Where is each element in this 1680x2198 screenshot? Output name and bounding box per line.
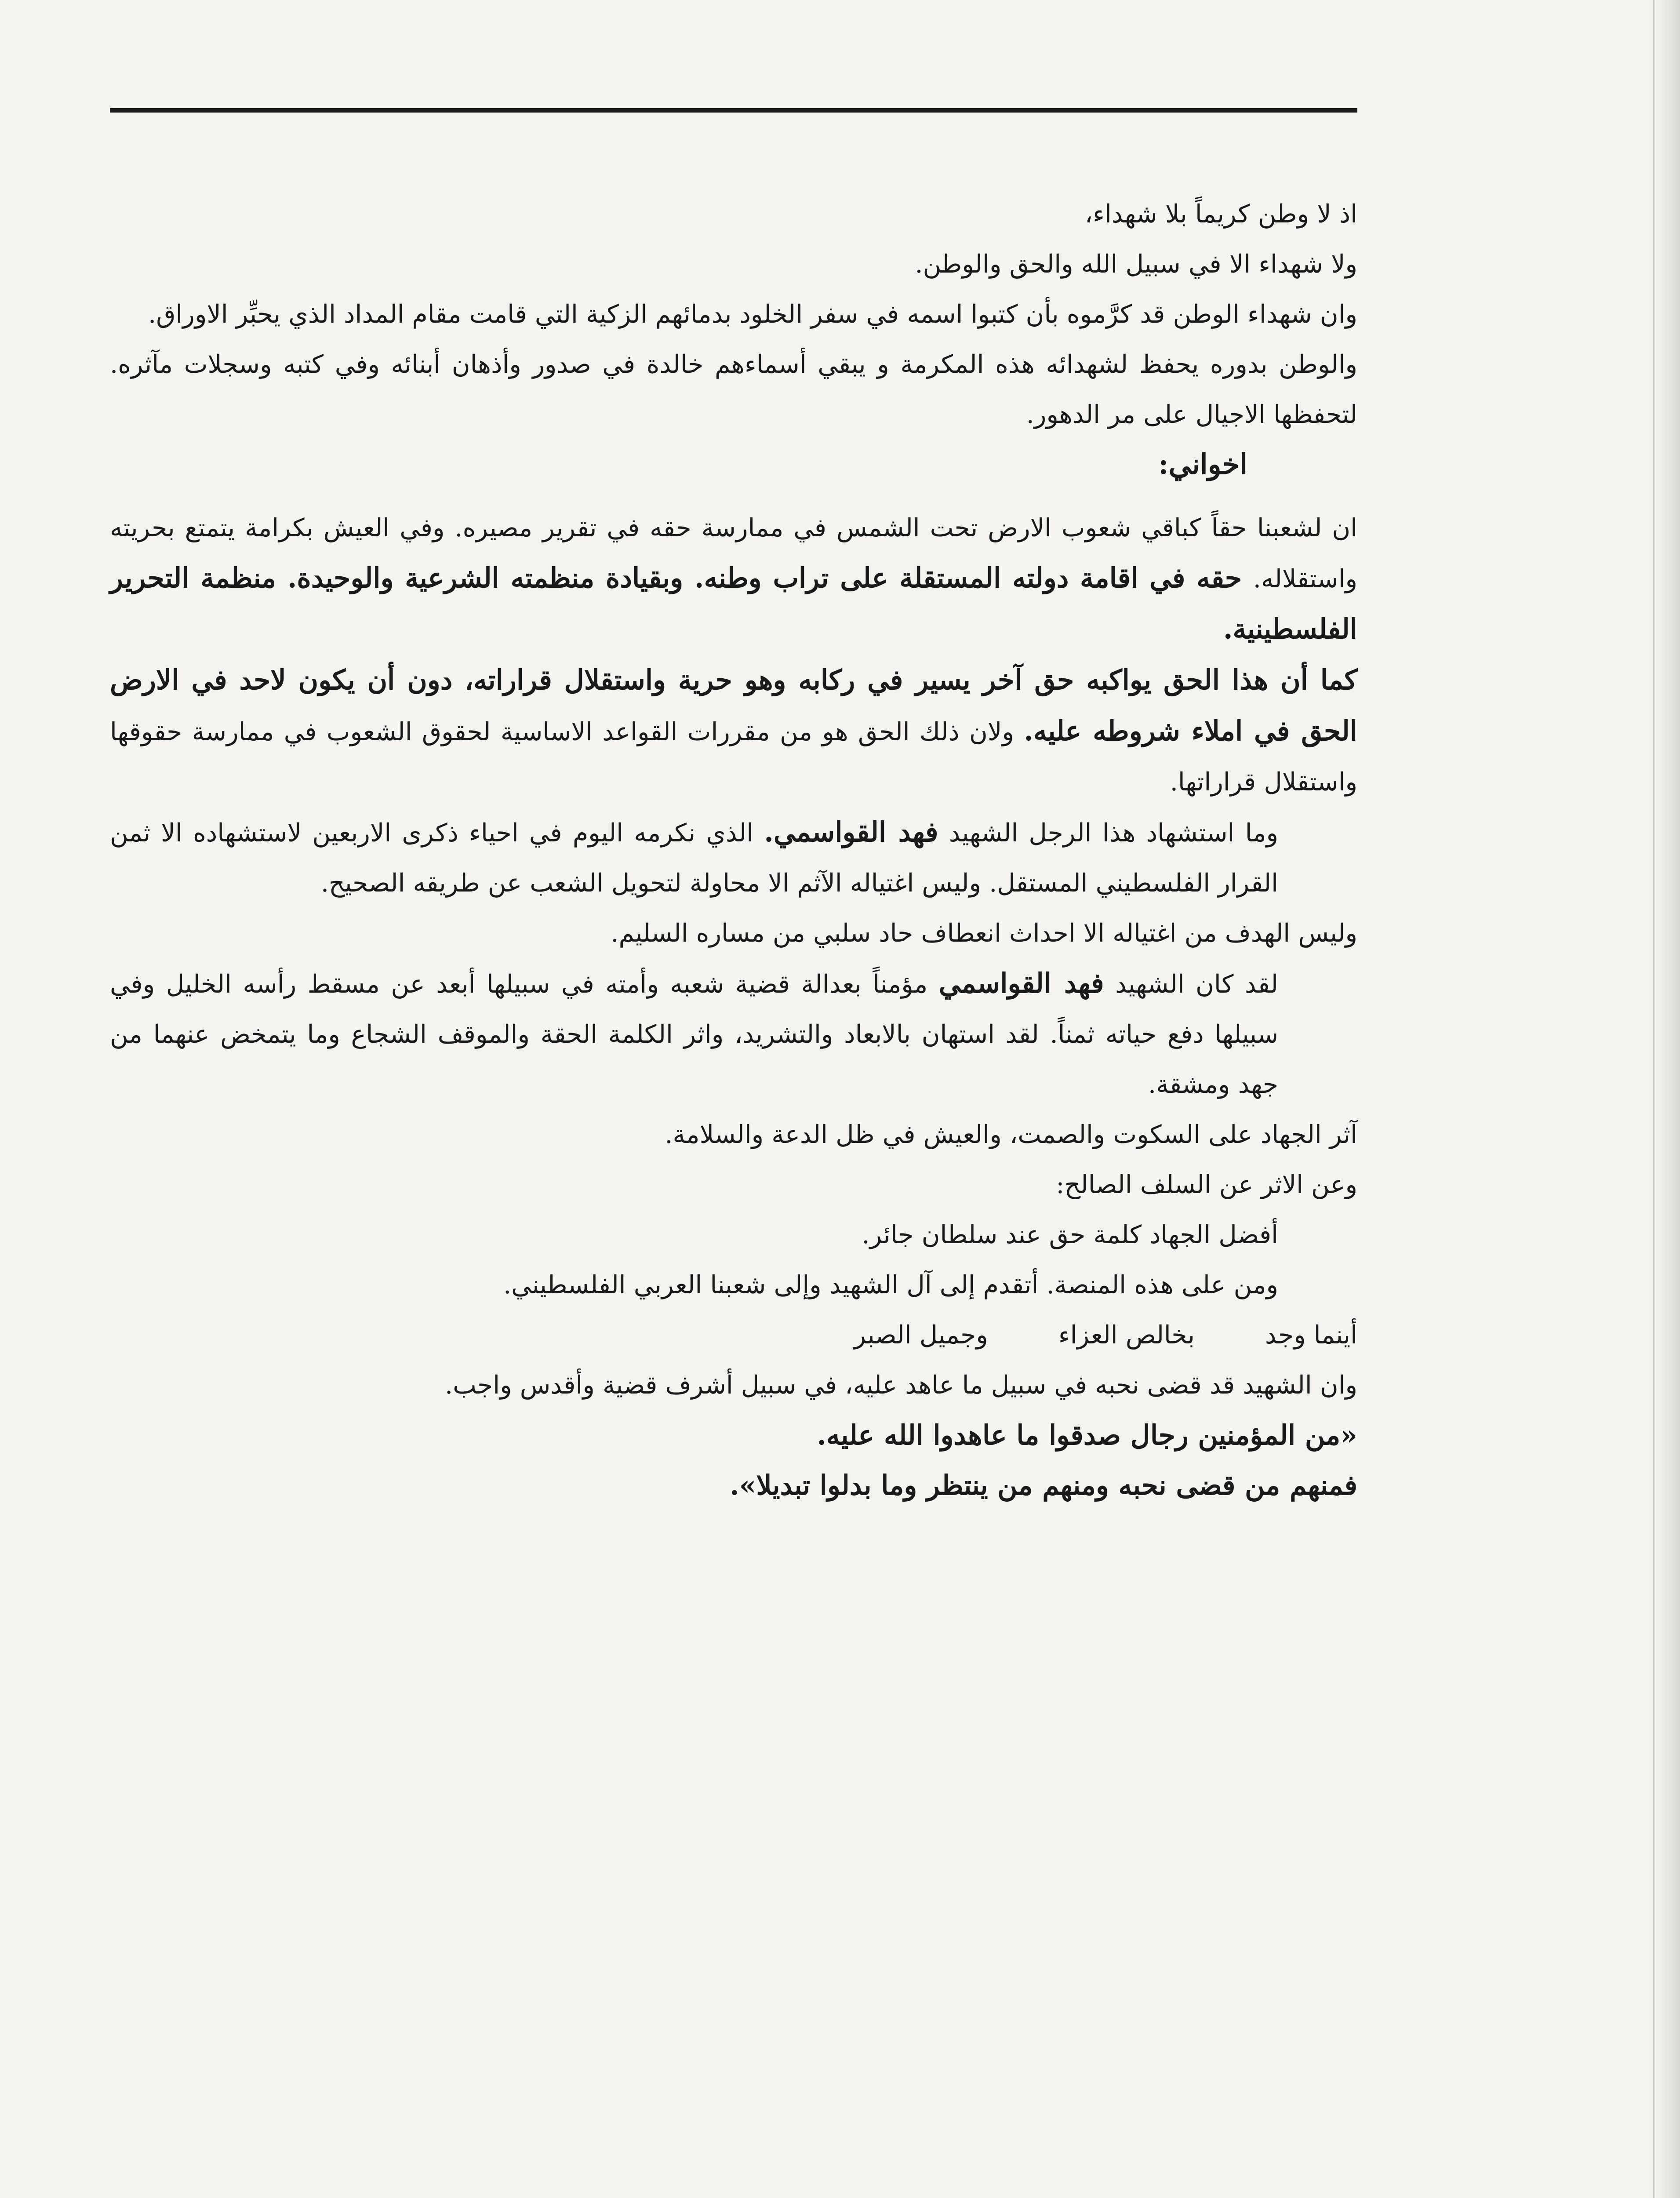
paragraph-text: ولان ذلك الحق هو من مقررات القواعد الاساسية لحقوق الشعوب في ممارسة حقوقها واستقلال قراراتها.	[110, 717, 1357, 797]
page-edge-line	[1653, 0, 1655, 2198]
text-line: وان الشهيد قد قضى نحبه في سبيل ما عاهد عليه، في سبيل أشرف قضية وأقدس واجب.	[444, 1371, 1357, 1400]
paragraph-text: مؤمناً بعدالة قضية شعبه وأمته في سبيلها أبعد عن مسقط رأسه الخليل وفي سبيلها دفع حياته ثمناً. لقد استهان بالابعاد والتشريد، واثر الكلمة الحقة والموقف الشجاع وما يتمخض عنهما من جهد ومشقة.	[110, 970, 1278, 1099]
text-line: أفضل الجهاد كلمة حق عند سلطان جائر.	[862, 1220, 1278, 1249]
text-line: وعن الاثر عن السلف الصالح:	[1056, 1170, 1357, 1199]
condolence-phrase: أينما وجد	[1265, 1321, 1357, 1350]
paragraph-rights	[110, 503, 1357, 655]
paragraph-believer	[110, 958, 1357, 1110]
paragraph-also	[110, 655, 1357, 807]
text-line: ومن على هذه المنصة. أتقدم إلى آل الشهيد وإلى شعبنا العربي الفلسطيني.	[503, 1270, 1278, 1299]
condolence-line	[110, 1310, 1357, 1360]
quran-quote-line: فمنهم من قضى نحبه ومنهم من ينتظر وما بدلوا تبديلا».	[730, 1469, 1357, 1501]
paragraph-text: لقد كان الشهيد	[1104, 970, 1278, 999]
text-line: اذ لا وطن كريماً بلا شهداء،	[1084, 200, 1357, 229]
spacer	[110, 490, 1357, 503]
martyr-name: فهد القواسمي.	[764, 816, 938, 848]
text-paragraph: والوطن بدوره يحفظ لشهدائه هذه المكرمة و يبقي أسماءهم خالدة في صدور وأذهان أبنائه وفي كتبه وسجلات مآثره. لتحفظها الاجيال على مر الدهور.	[110, 350, 1357, 429]
paragraph-text: وما استشهاد هذا الرجل الشهيد	[938, 819, 1278, 848]
text-line: آثر الجهاد على السكوت والصمت، والعيش في ظل الدعة والسلامة.	[665, 1120, 1357, 1149]
condolence-phrase: وجميل الصبر	[854, 1321, 988, 1350]
paragraph-text: ان لشعبنا حقاً كباقي شعوب الارض تحت الشمس في ممارسة حقه في تقرير مصيره. وفي العيش بكرامة يتمتع بحريته واستقلاله.	[110, 513, 1357, 593]
paragraph-martyr	[110, 807, 1357, 908]
condolence-phrase: بخالص العزاء	[1058, 1321, 1195, 1350]
paragraph-bold-text: حقه في اقامة دولته المستقلة على تراب وطنه. وبقيادة منظمته الشرعية والوحيدة. منظمة التحرير الفلسطينية.	[110, 562, 1357, 645]
text-line: وليس الهدف من اغتياله الا احداث انعطاف حاد سلبي من مساره السليم.	[611, 919, 1357, 948]
document-body	[110, 189, 1357, 1510]
section-heading: اخواني:	[1158, 448, 1247, 481]
quran-quote-line: «من المؤمنين رجال صدقوا ما عاهدوا الله عليه.	[817, 1419, 1357, 1451]
text-line: ولا شهداء الا في سبيل الله والحق والوطن.	[915, 250, 1357, 279]
header-rule	[110, 108, 1357, 113]
paragraph-bold-text: كما أن هذا الحق يواكبه حق آخر يسير في ركابه وهو حرية واستقلال قراراته، دون أن يكون لاحد في الارض الحق في املاء شروطه عليه.	[110, 664, 1357, 747]
paragraph-text: الذي نكرمه اليوم في احياء ذكرى الاربعين لاستشهاده الا ثمن القرار الفلسطيني المستقل. وليس اغتياله الآثم الا محاولة لتحويل الشعب عن طريقه الصحيح.	[110, 819, 1278, 898]
martyr-name: فهد القواسمي	[938, 967, 1104, 999]
text-paragraph: وان شهداء الوطن قد كرَّموه بأن كتبوا اسمه في سفر الخلود بدمائهم الزكية التي قامت مقام المداد الذي يحبِّر الاوراق.	[148, 300, 1357, 329]
